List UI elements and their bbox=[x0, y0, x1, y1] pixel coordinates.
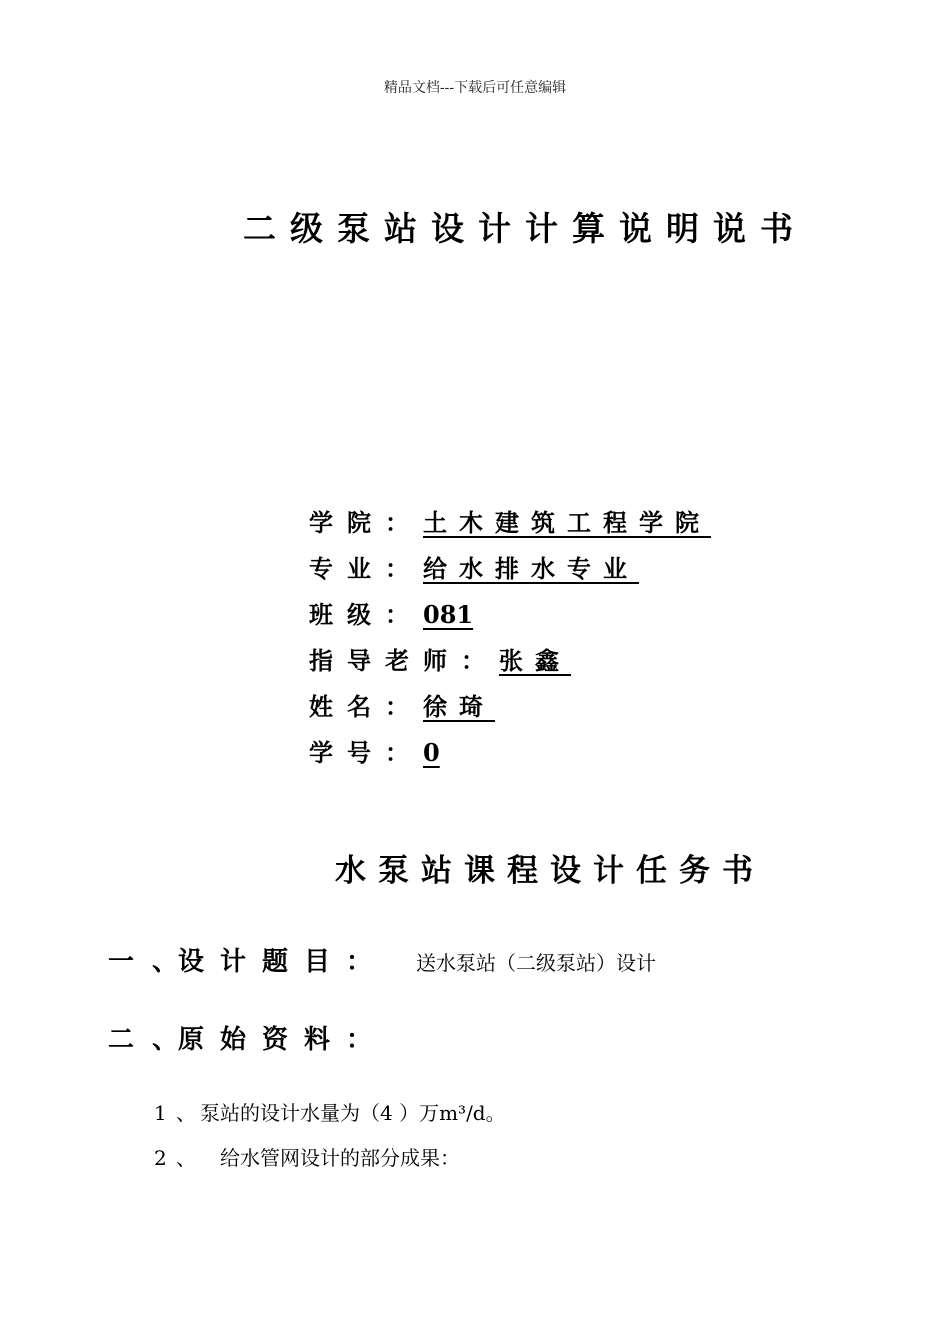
section-separator: 、 bbox=[152, 947, 179, 977]
info-value: 0 bbox=[423, 738, 440, 767]
info-label: 专业： bbox=[309, 554, 423, 583]
page-header: 精品文档---下载后可任意编辑 bbox=[383, 80, 567, 96]
item-separator: 、 bbox=[176, 1146, 196, 1170]
info-value: 张鑫 bbox=[499, 646, 571, 675]
task-book-title: 水泵站课程设计任务书 bbox=[335, 853, 765, 889]
info-row-student-id bbox=[309, 733, 440, 779]
section-design-topic bbox=[108, 941, 656, 978]
section-number: 一 bbox=[108, 947, 135, 977]
item-text: 泵站的设计水量为（4 ）万m³/d。 bbox=[200, 1101, 506, 1125]
info-value: 土木建筑工程学院 bbox=[423, 508, 711, 537]
section-separator: 、 bbox=[152, 1025, 179, 1055]
section-title: 设计题目： bbox=[178, 947, 389, 977]
info-label: 学号： bbox=[309, 738, 423, 767]
info-value: 给水排水专业 bbox=[423, 554, 639, 583]
info-value: 081 bbox=[423, 600, 474, 629]
item-separator: 、 bbox=[176, 1101, 196, 1125]
section-title: 原始资料： bbox=[178, 1025, 389, 1055]
list-item bbox=[154, 1097, 506, 1126]
info-row-major bbox=[309, 549, 639, 595]
info-row-advisor bbox=[309, 641, 571, 687]
item-text: 给水管网设计的部分成果： bbox=[220, 1146, 460, 1170]
info-value: 徐琦 bbox=[423, 692, 495, 721]
info-label: 班级： bbox=[309, 600, 423, 629]
section-text: 送水泵站（二级泵站）设计 bbox=[416, 951, 657, 975]
section-number: 二 bbox=[108, 1025, 135, 1055]
list-item bbox=[154, 1142, 460, 1171]
item-number: 2 bbox=[154, 1146, 167, 1170]
info-row-college bbox=[309, 503, 711, 549]
info-row-class bbox=[309, 595, 473, 641]
info-label: 指导老师： bbox=[309, 646, 499, 675]
info-row-name bbox=[309, 687, 495, 733]
info-label: 学院： bbox=[309, 508, 423, 537]
info-label: 姓名： bbox=[309, 692, 423, 721]
document-title: 二级泵站设计计算说明说书 bbox=[243, 209, 807, 248]
section-raw-data bbox=[108, 1019, 388, 1056]
item-number: 1 bbox=[154, 1101, 167, 1125]
